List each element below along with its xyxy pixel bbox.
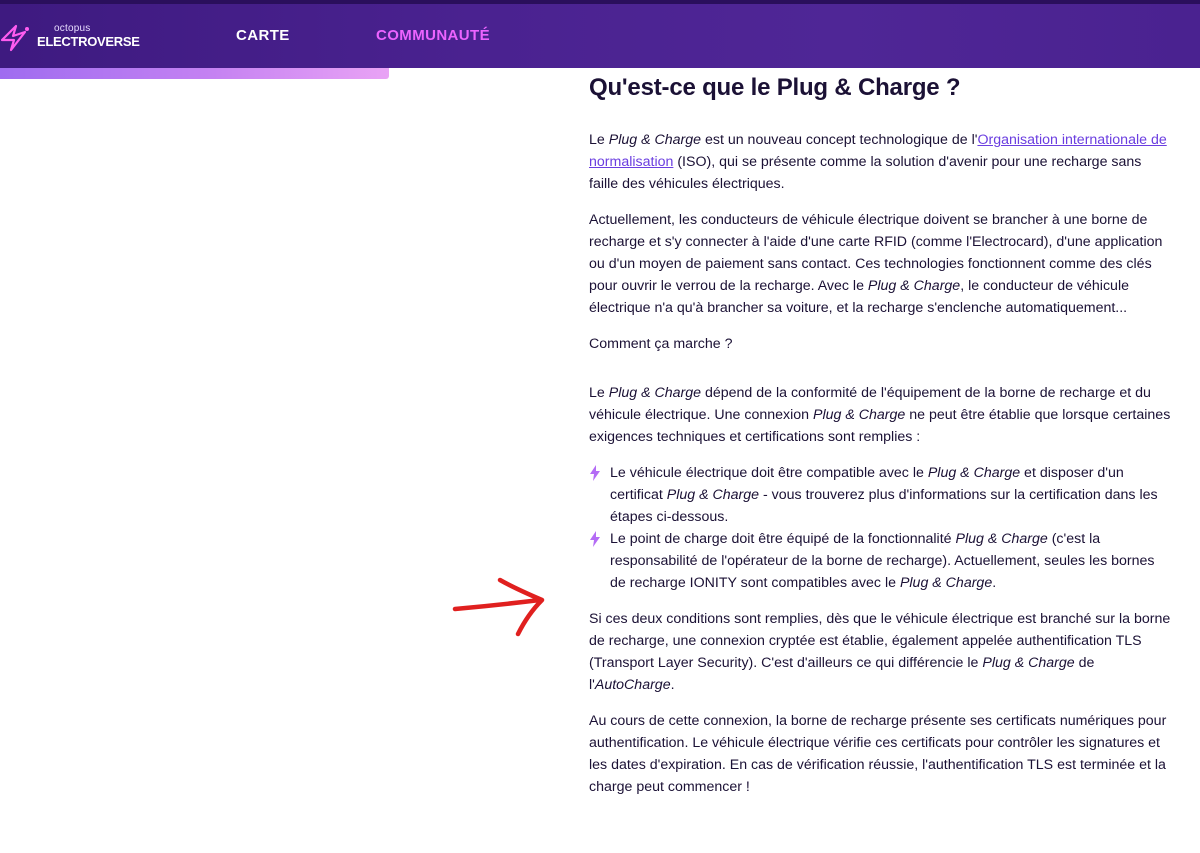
- list-item: Le véhicule électrique doit être compatible avec le Plug & Charge et disposer d'un certificat Plug & Charge - vous trouverez plus d'informations sur la certification dans les étapes ci-dessous.: [589, 462, 1174, 528]
- lightning-bullet-icon: [589, 465, 601, 481]
- paragraph-certificates: Au cours de cette connexion, la borne de recharge présente ses certificats numériques pour authentification. Le véhicule électrique vérifie ces certificats pour contrôler les signatures et les dates d'expiration. En cas de vérification réussie, l'authentification TLS est terminée et la charge peut commencer !: [589, 713, 1167, 795]
- lightning-logo-icon: [0, 20, 34, 54]
- logo-text-big: ELECTROVERSE: [37, 34, 140, 49]
- paragraph-intro: Le Plug & Charge est un nouveau concept technologique de l'Organisation internationale de normalisation (ISO), qui se présente comme la solution d'avenir pour une recharge sans faille des véhicules électriques.: [589, 132, 1167, 192]
- header-top-edge: [0, 0, 1200, 4]
- list-item: Le point de charge doit être équipé de la fonctionnalité Plug & Charge (c'est la responsabilité de l'opérateur de la borne de recharge). Actuellement, seules les bornes de recharge IONITY sont compatibles avec le Plug & Charge.: [589, 528, 1174, 594]
- nav-link-communaute[interactable]: COMMUNAUTÉ: [376, 27, 490, 44]
- paragraph-current-situation: Actuellement, les conducteurs de véhicule électrique doivent se brancher à une borne de recharge et s'y connecter à l'aide d'une carte RFID (comme l'Electrocard), d'une application ou d'un moyen de paiement sans contact. Ces technologies fonctionnent comme des clés pour ouvrir le verrou de la recharge. Avec le Plug & Charge, le conducteur de véhicule électrique n'a qu'à brancher sa voiture, et la recharge s'enclenche automatiquement...: [589, 212, 1163, 316]
- top-navigation-bar: [0, 0, 1200, 68]
- iso-organisation-link[interactable]: Organisation internationale de normalisation: [589, 132, 1167, 170]
- octopus-electroverse-logo[interactable]: [0, 20, 140, 54]
- gradient-accent-bar: [0, 68, 389, 79]
- red-annotation-arrow-icon: [452, 576, 547, 638]
- article-title: Qu'est-ce que le Plug & Charge ?: [589, 74, 961, 101]
- paragraph-tls-connection: Si ces deux conditions sont remplies, dès que le véhicule électrique est branché sur la borne de recharge, une connexion cryptée est établie, également appelée authentification TLS (Transport Layer Security). C'est d'ailleurs ce qui différencie le Plug & Charge de l'AutoCharge.: [589, 611, 1171, 693]
- subheading-how-it-works: Comment ça marche ?: [589, 336, 733, 352]
- article-content: [589, 68, 1174, 798]
- lightning-bullet-icon: [589, 531, 601, 547]
- paragraph-requirements: Le Plug & Charge dépend de la conformité de l'équipement de la borne de recharge et du véhicule électrique. Une connexion Plug & Charge ne peut être établie que lorsque certaines exigences techniques et certifications sont remplies :: [589, 385, 1171, 445]
- nav-link-carte[interactable]: CARTE: [236, 27, 290, 44]
- logo-text-small: octopus: [54, 23, 91, 34]
- requirements-list: [589, 462, 1174, 594]
